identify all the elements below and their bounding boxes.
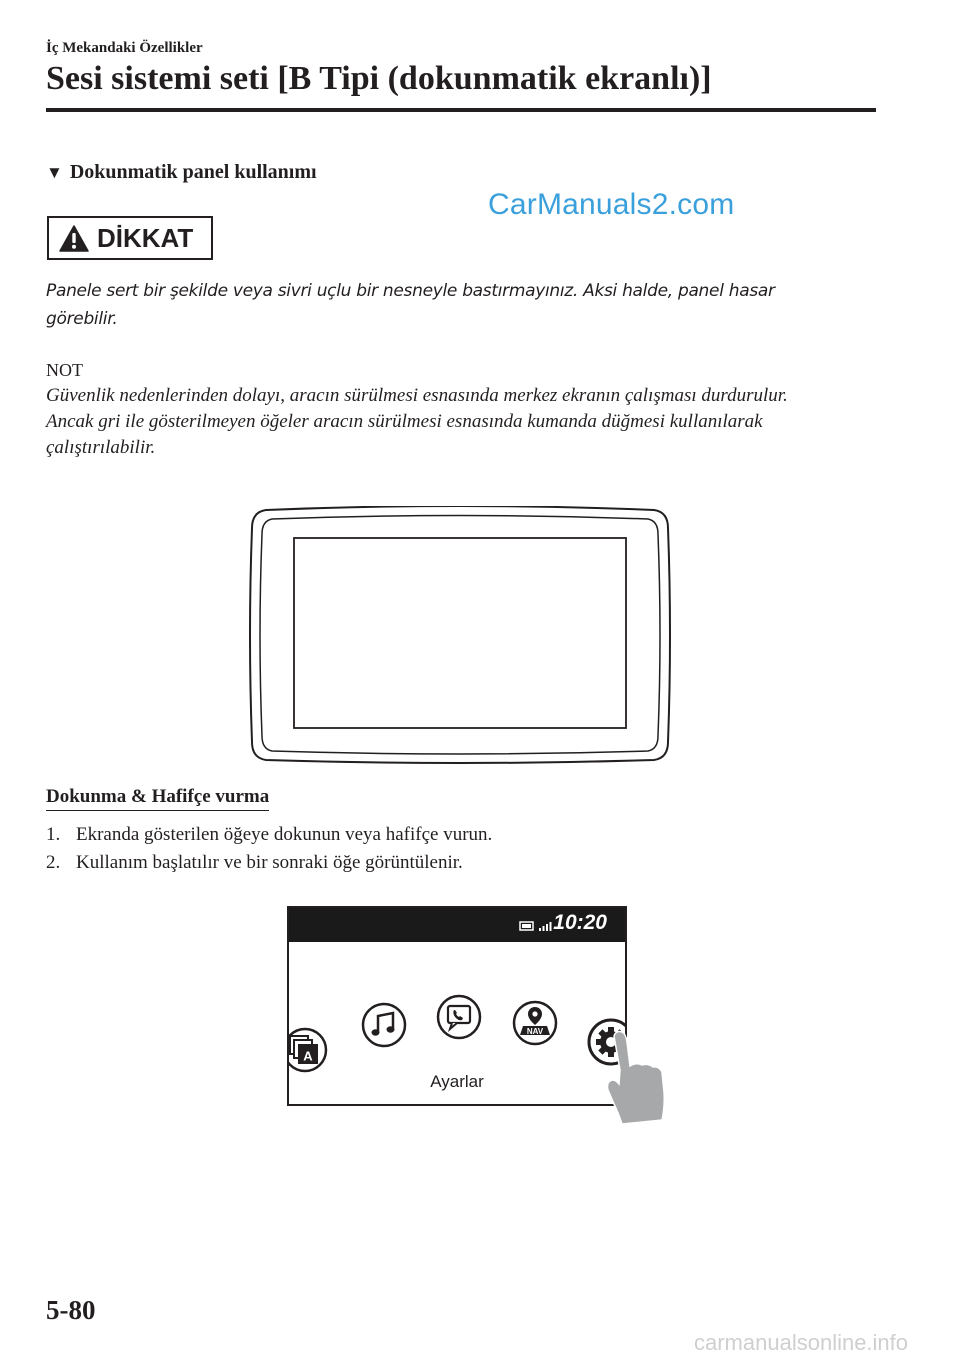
- step-text: Kullanım başlatılır ve bir sonraki öğe görüntülenir.: [76, 852, 463, 873]
- step-number: 1.: [46, 824, 61, 845]
- note-label: NOT: [46, 360, 83, 380]
- watermark: CarManuals2.com: [488, 188, 735, 221]
- subsection-heading: [46, 161, 317, 184]
- applications-icon[interactable]: [287, 1026, 331, 1074]
- note-text: Güvenlik nedenlerinden dolayı, aracın sürülmesi esnasında merkez ekranın çalışması durdurulur. Ancak gri ile gösterilmeyen öğeler aracın sürülmesi esnasında kumanda düğmesi kullanılarak çalıştırılabilir.: [46, 385, 788, 458]
- dokunma-heading: Dokunma & Hafifçe vurma: [46, 786, 269, 811]
- step-text: Ekranda gösterilen öğeye dokunun veya hafifçe vurun.: [76, 824, 493, 845]
- warning-icon: [59, 225, 89, 252]
- pointing-hand-icon: [602, 1030, 668, 1126]
- status-bar: [289, 908, 625, 942]
- touchscreen-illustration: [287, 906, 627, 1106]
- section-label: İç Mekandaki Özellikler: [46, 40, 203, 56]
- music-icon[interactable]: [361, 1002, 407, 1048]
- page-title: Sesi sistemi seti [B Tipi (dokunmatik ekranlı)]: [46, 60, 712, 97]
- step-item: [46, 824, 492, 846]
- step-number: 2.: [46, 852, 61, 873]
- footer-watermark: carmanualsonline.info: [694, 1330, 909, 1355]
- apps-badge: A: [303, 1048, 313, 1064]
- page-number: 5-80: [46, 1295, 96, 1325]
- display-bezel-illustration: [248, 506, 672, 764]
- title-rule: [46, 108, 876, 112]
- caution-text: Panele sert bir şekilde veya sivri uçlu bir nesneyle bastırmayınız. Aksi halde, panel hasar görebilir.: [46, 281, 775, 329]
- nav-badge: NAV: [526, 1027, 544, 1036]
- subsection-title: Dokunmatik panel kullanımı: [69, 161, 317, 183]
- step-item: [46, 852, 463, 874]
- navigation-icon[interactable]: [512, 1000, 558, 1046]
- screen-label: Ayarlar: [430, 1072, 484, 1091]
- communication-icon[interactable]: [436, 994, 482, 1040]
- caution-label: DİKKAT: [97, 222, 194, 253]
- caution-box: [47, 216, 213, 260]
- triangle-down-icon: ▼: [46, 162, 63, 182]
- clock: 10:20: [553, 911, 607, 934]
